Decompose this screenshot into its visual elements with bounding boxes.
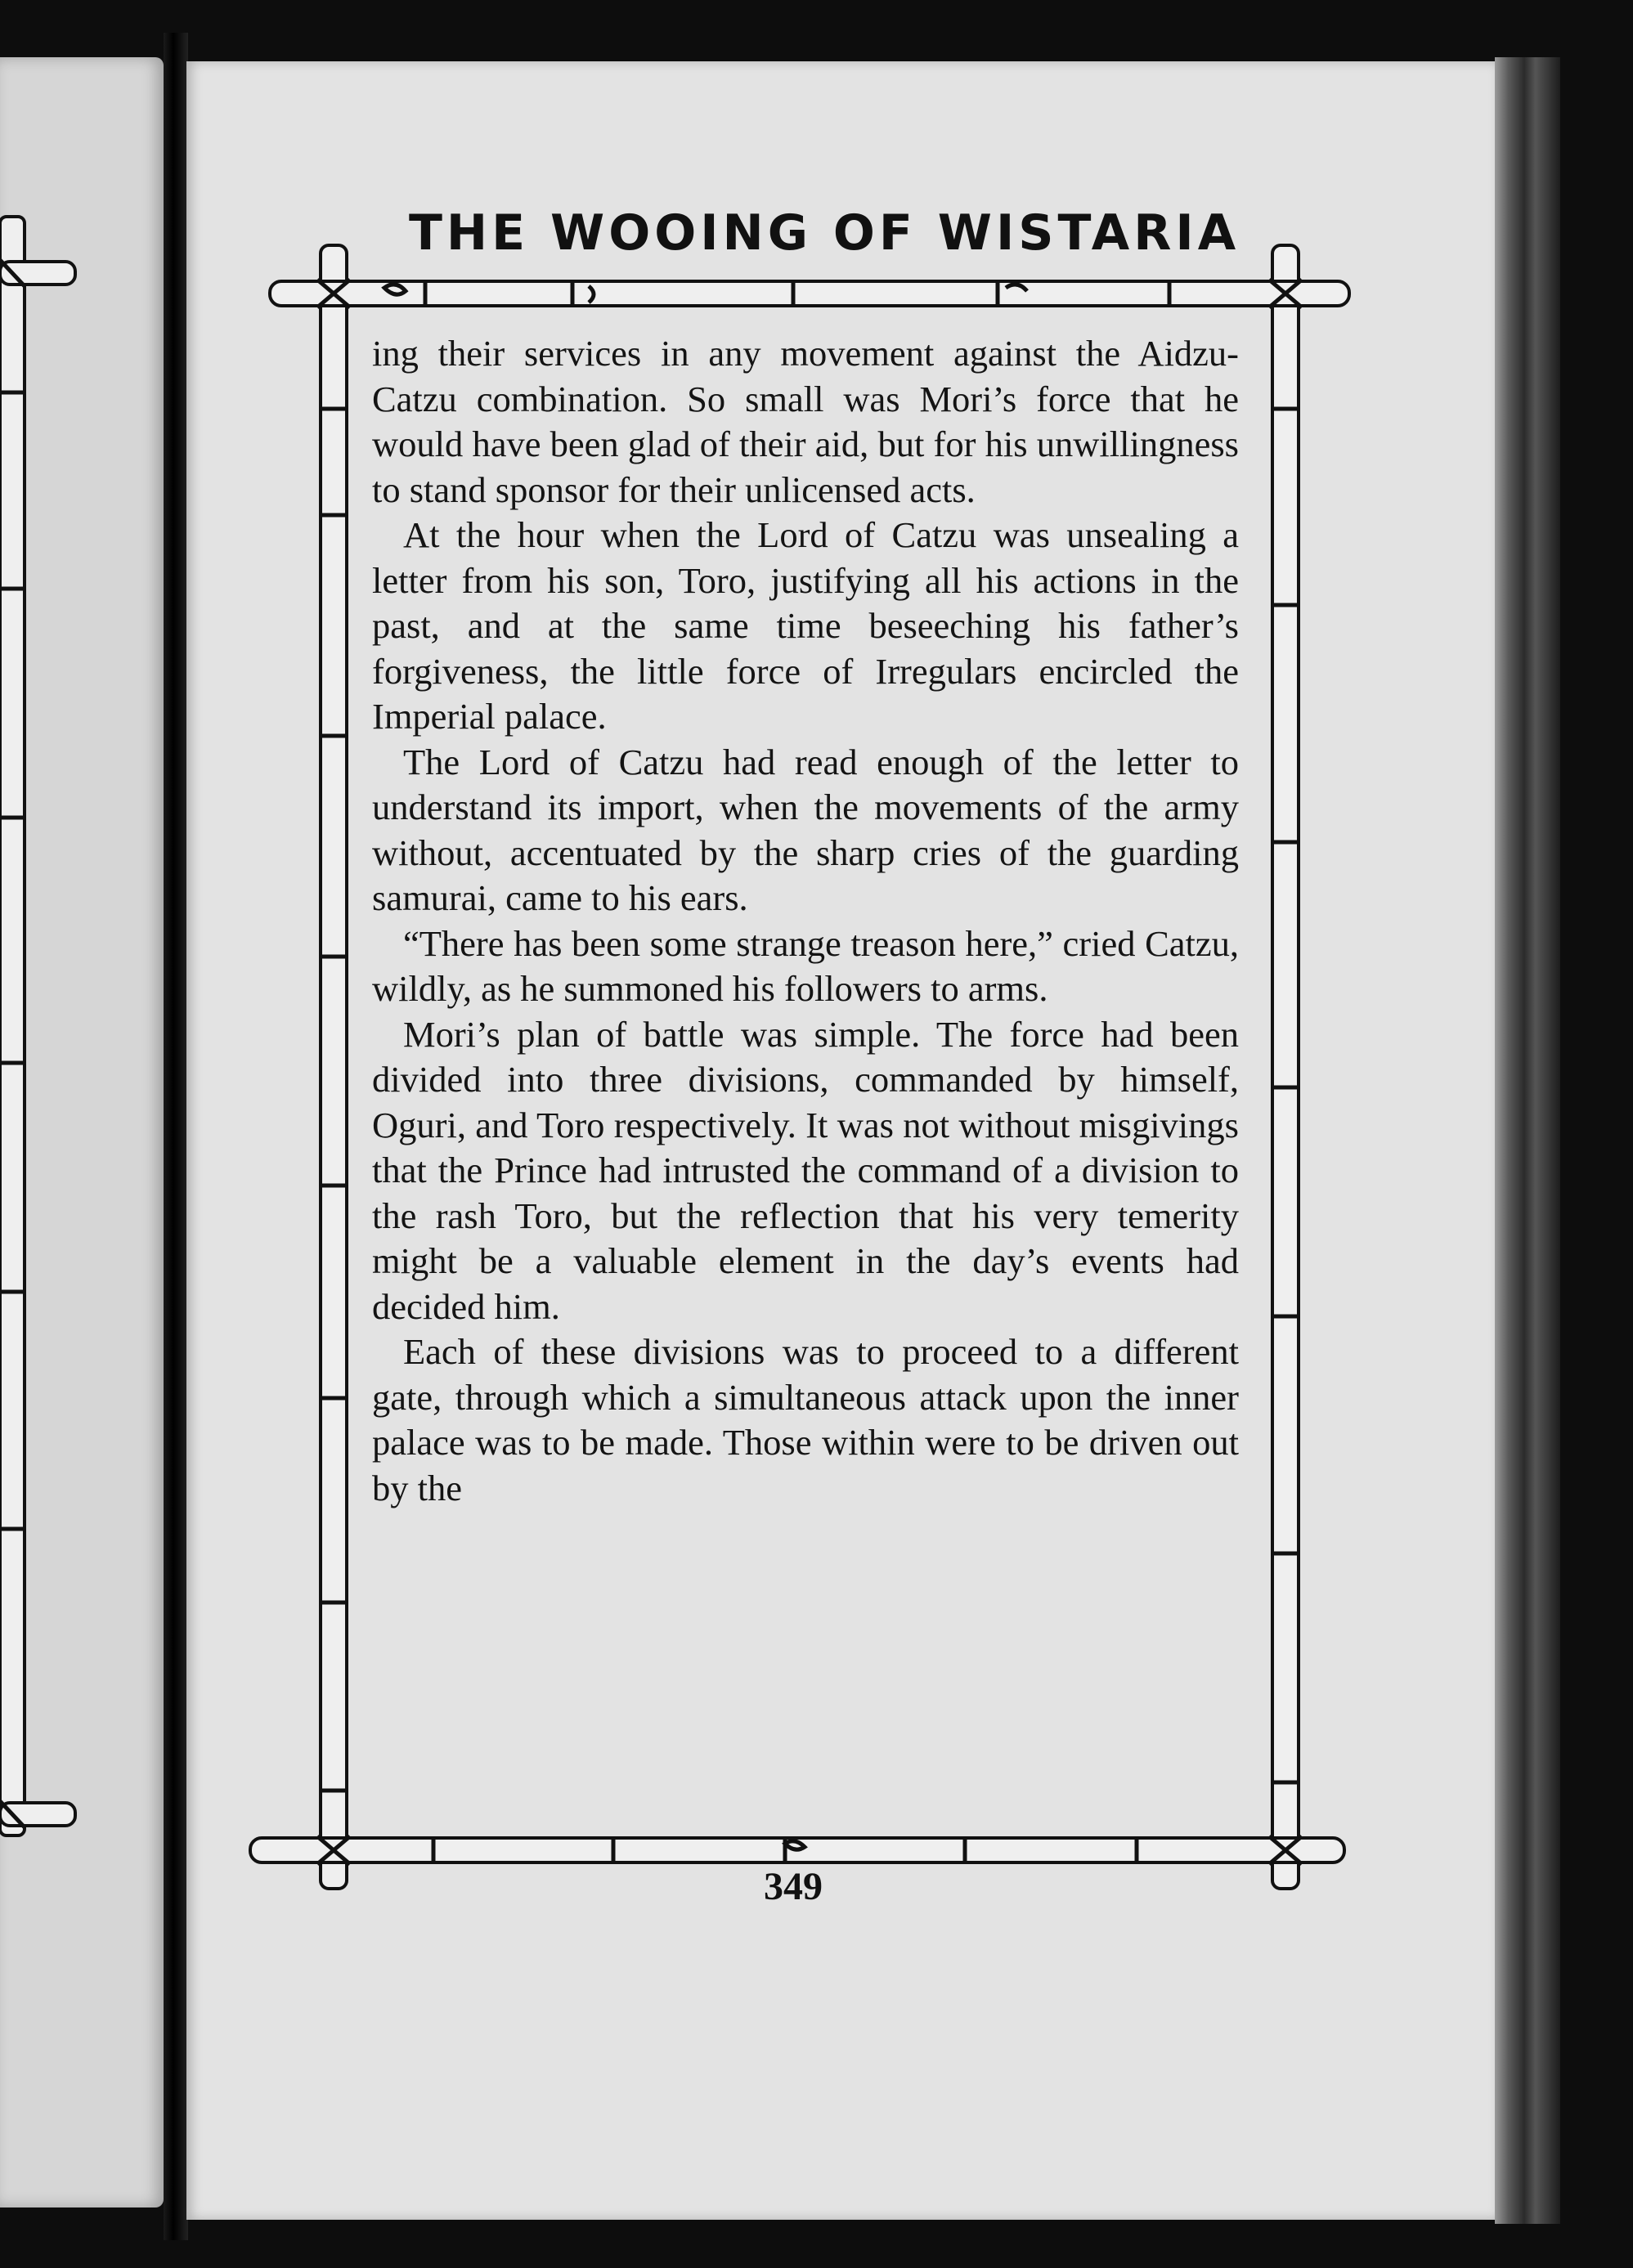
paragraph: “There has been some strange treason here,” cried Catzu, wildly, as he summoned his followers to arms. [372, 922, 1239, 1009]
paragraph: Mori’s plan of battle was simple. The force had been divided into three divisions, commanded by himself, Oguri, and Toro respectively. It was not without misgivings that the Prince had intrusted the command of a division to the rash Toro, but the reflection that his very temerity might be a valuable element in the day’s events had decided him. [372, 1013, 1239, 1327]
paragraph: ing their services in any movement against the Aidzu-Catzu combination. So small was Mori’s force that he would have been glad of their aid, but for his unwillingness to stand sponsor for their unlicensed acts. [372, 333, 1239, 510]
running-title: THE WOOING OF WISTARIA [409, 204, 1240, 262]
paragraph: Each of these divisions was to proceed to a different gate, through which a simultaneous attack upon the inner palace was to be made. Those within were to be driven out by the [372, 1331, 1239, 1508]
paragraph: The Lord of Catzu had read enough of the letter to understand its import, when the movements of the army without, accentuated by the sharp cries of the guarding samurai, came to his ears. [372, 741, 1239, 918]
page-body [372, 331, 1239, 1511]
paragraph: At the hour when the Lord of Catzu was unsealing a letter from his son, Toro, justifying all his actions in the past, and at the same time beseeching his father’s forgiveness, the little force of Irregulars encircled the Imperial palace. [372, 514, 1239, 737]
page-number: 349 [764, 1865, 823, 1908]
